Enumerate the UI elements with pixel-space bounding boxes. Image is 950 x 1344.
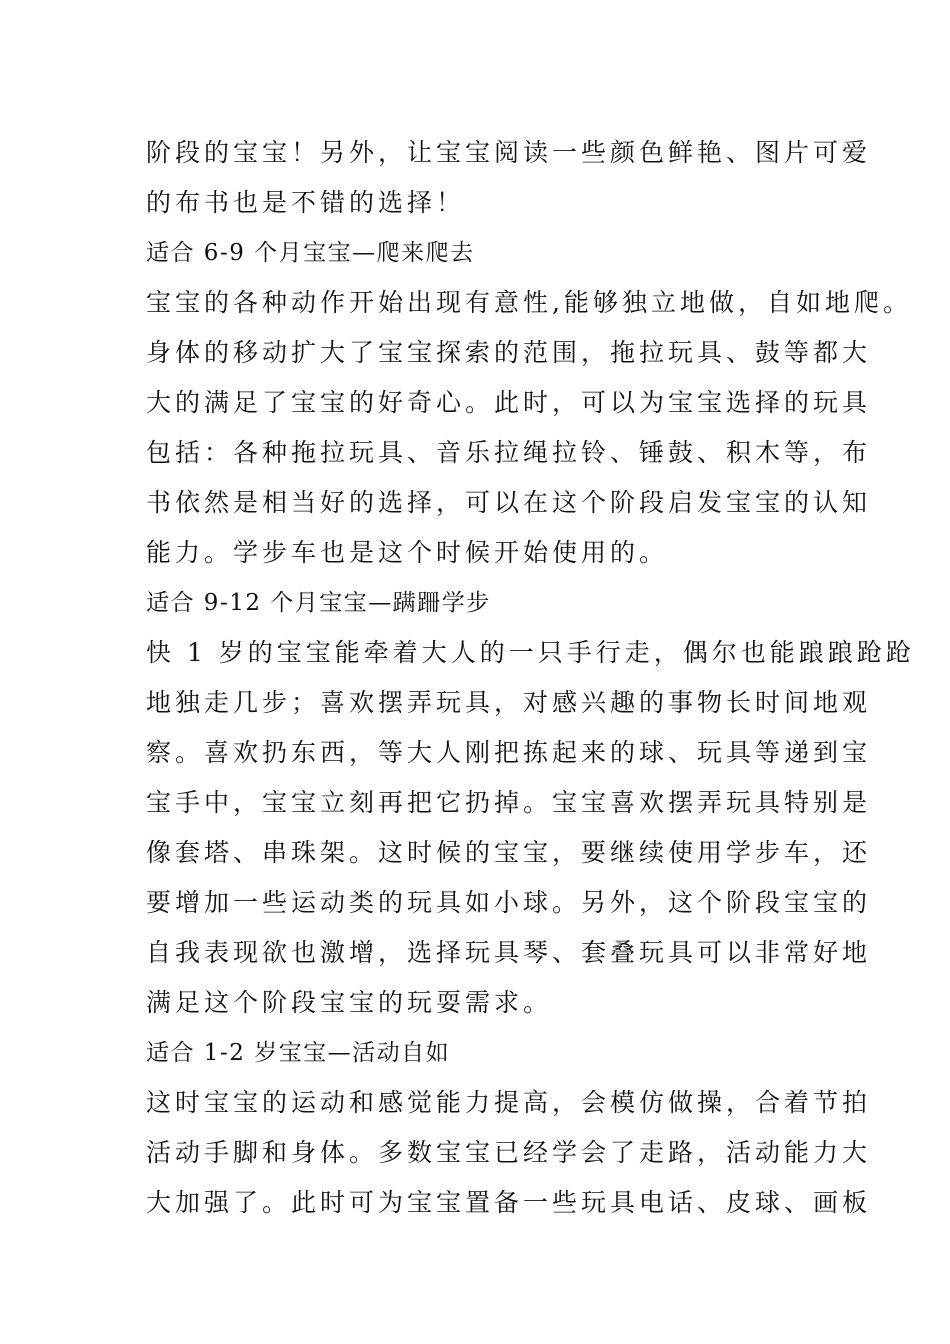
section-heading: 适合 9-12 个月宝宝—蹒跚学步 bbox=[146, 590, 491, 616]
paragraph-line: 宝手中，宝宝立刻再把它扔掉。宝宝喜欢摆弄玩具特别是 bbox=[146, 788, 872, 817]
body-text bbox=[146, 128, 915, 1228]
paragraph-line: 地独走几步；喜欢摆弄玩具，对感兴趣的事物长时间地观 bbox=[146, 688, 872, 717]
paragraph-line: 身体的移动扩大了宝宝探索的范围，拖拉玩具、鼓等都大 bbox=[146, 338, 872, 367]
paragraph-line: 包括：各种拖拉玩具、音乐拉绳拉铃、锤鼓、积木等，布 bbox=[146, 438, 872, 467]
paragraph-line: 要增加一些运动类的玩具如小球。另外，这个阶段宝宝的 bbox=[146, 888, 872, 917]
paragraph-line: 宝宝的各种动作开始出现有意性,能够独立地做，自如地爬。 bbox=[146, 288, 912, 317]
section-heading: 适合 6-9 个月宝宝—爬来爬去 bbox=[146, 240, 475, 266]
paragraph-line: 自我表现欲也激增，选择玩具琴、套叠玩具可以非常好地 bbox=[146, 938, 872, 967]
paragraph-line: 察。喜欢扔东西，等大人刚把拣起来的球、玩具等递到宝 bbox=[146, 738, 872, 767]
paragraph-line: 能力。学步车也是这个时候开始使用的。 bbox=[146, 538, 669, 567]
paragraph-line: 这时宝宝的运动和感觉能力提高，会模仿做操，合着节拍 bbox=[146, 1088, 872, 1117]
paragraph-line: 大的满足了宝宝的好奇心。此时，可以为宝宝选择的玩具 bbox=[146, 388, 872, 417]
paragraph-line: 的布书也是不错的选择！ bbox=[146, 188, 466, 217]
paragraph-line: 活动手脚和身体。多数宝宝已经学会了走路，活动能力大 bbox=[146, 1138, 872, 1167]
paragraph-line: 大加强了。此时可为宝宝置备一些玩具电话、皮球、画板 bbox=[146, 1188, 872, 1217]
paragraph-line: 书依然是相当好的选择，可以在这个阶段启发宝宝的认知 bbox=[146, 488, 872, 517]
paragraph-line: 满足这个阶段宝宝的玩耍需求。 bbox=[146, 988, 553, 1017]
paragraph-line: 快 1 岁的宝宝能牵着大人的一只手行走，偶尔也能踉踉跄跄 bbox=[146, 638, 915, 667]
paragraph-line: 阶段的宝宝！另外，让宝宝阅读一些颜色鲜艳、图片可爱 bbox=[146, 138, 872, 167]
paragraph-line: 像套塔、串珠架。这时候的宝宝，要继续使用学步车，还 bbox=[146, 838, 872, 867]
section-heading: 适合 1-2 岁宝宝—活动自如 bbox=[146, 1040, 451, 1066]
